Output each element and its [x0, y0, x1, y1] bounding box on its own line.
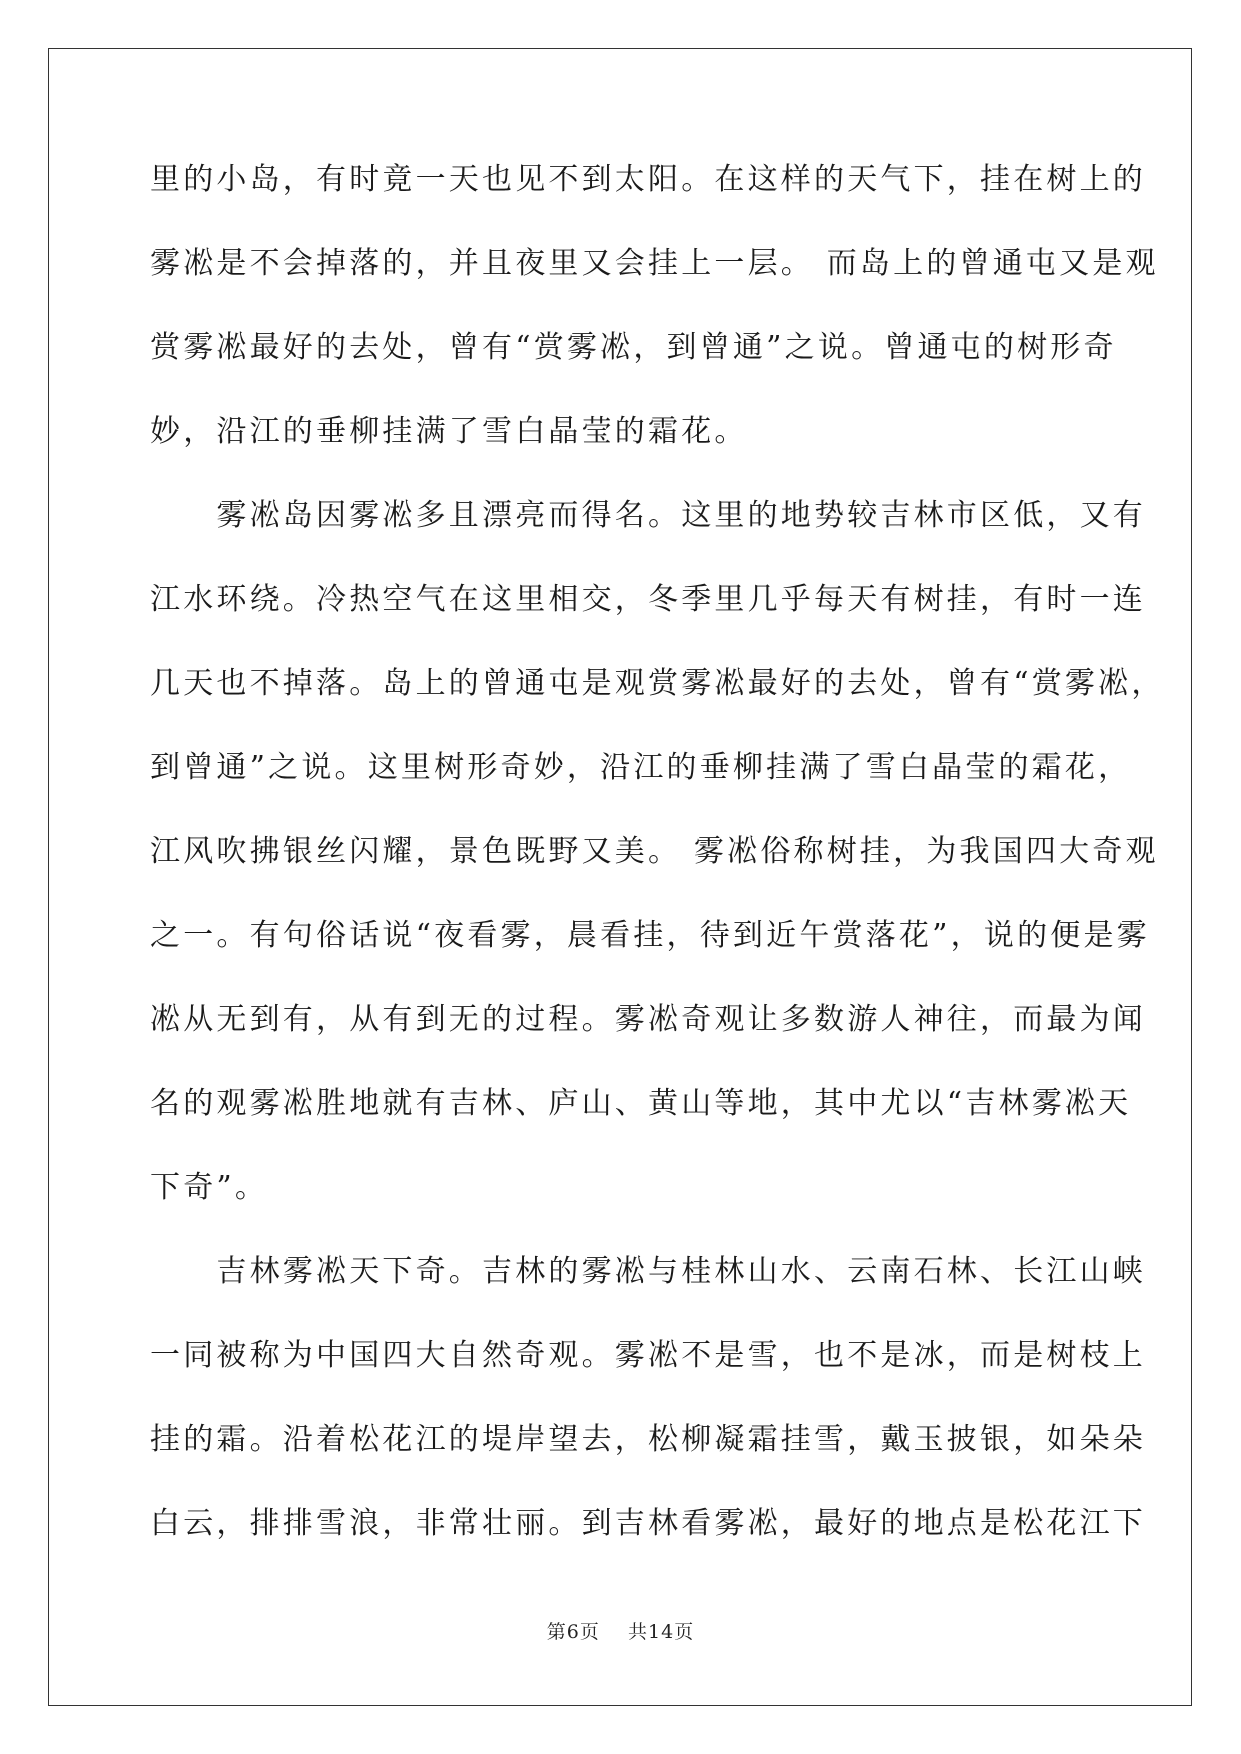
text-line: 吉林雾凇天下奇。吉林的雾凇与桂林山水、云南石林、长江山峡 — [150, 1254, 1146, 1289]
text-line: 凇从无到有，从有到无的过程。雾凇奇观让多数游人神往，而最为闻 — [150, 1002, 1146, 1037]
text-line: 几天也不掉落。岛上的曾通屯是观赏雾凇最好的去处，曾有“赏雾凇， — [150, 666, 1165, 701]
paragraph-2 — [150, 496, 1165, 1252]
text-line: 江风吹拂银丝闪耀，景色既野又美。 雾凇俗称树挂，为我国四大奇观 — [150, 834, 1159, 869]
page-prefix: 第 — [546, 1621, 567, 1643]
text-line: 江水环绕。冷热空气在这里相交，冬季里几乎每天有树挂，有时一连 — [150, 582, 1146, 617]
text-line: 之一。有句俗话说“夜看雾，晨看挂，待到近午赏落花”，说的便是雾 — [150, 918, 1150, 953]
page-footer — [0, 1617, 1241, 1644]
total-suffix: 页 — [674, 1621, 695, 1643]
text-line: 名的观雾凇胜地就有吉林、庐山、黄山等地，其中尤以“吉林雾凇天 — [150, 1086, 1132, 1121]
text-line: 下奇”。 — [150, 1170, 269, 1205]
text-line: 到曾通”之说。这里树形奇妙，沿江的垂柳挂满了雪白晶莹的霜花， — [150, 750, 1132, 785]
text-line: 一同被称为中国四大自然奇观。雾凇不是雪，也不是冰，而是树枝上 — [150, 1338, 1146, 1373]
text-line: 雾凇岛因雾凇多且漂亮而得名。这里的地势较吉林市区低，又有 — [150, 498, 1146, 533]
document-body — [150, 160, 1165, 1588]
paragraph-3 — [150, 1252, 1146, 1588]
text-line: 雾凇是不会掉落的，并且夜里又会挂上一层。 而岛上的曾通屯又是观 — [150, 246, 1159, 281]
text-line: 赏雾凇最好的去处，曾有“赏雾凇，到曾通”之说。曾通屯的树形奇 — [150, 330, 1117, 365]
page-number: 6 — [566, 1621, 580, 1643]
text-line: 白云，排排雪浪，非常壮丽。到吉林看雾凇，最好的地点是松花江下 — [150, 1506, 1146, 1541]
total-pages: 14 — [648, 1621, 675, 1643]
page-suffix: 页 — [579, 1621, 600, 1643]
paragraph-1 — [150, 160, 1159, 496]
total-prefix: 共 — [628, 1621, 649, 1643]
text-line: 里的小岛，有时竟一天也见不到太阳。在这样的天气下，挂在树上的 — [150, 162, 1146, 197]
text-line: 妙，沿江的垂柳挂满了雪白晶莹的霜花。 — [150, 414, 748, 449]
text-line: 挂的霜。沿着松花江的堤岸望去，松柳凝霜挂雪，戴玉披银，如朵朵 — [150, 1422, 1146, 1457]
